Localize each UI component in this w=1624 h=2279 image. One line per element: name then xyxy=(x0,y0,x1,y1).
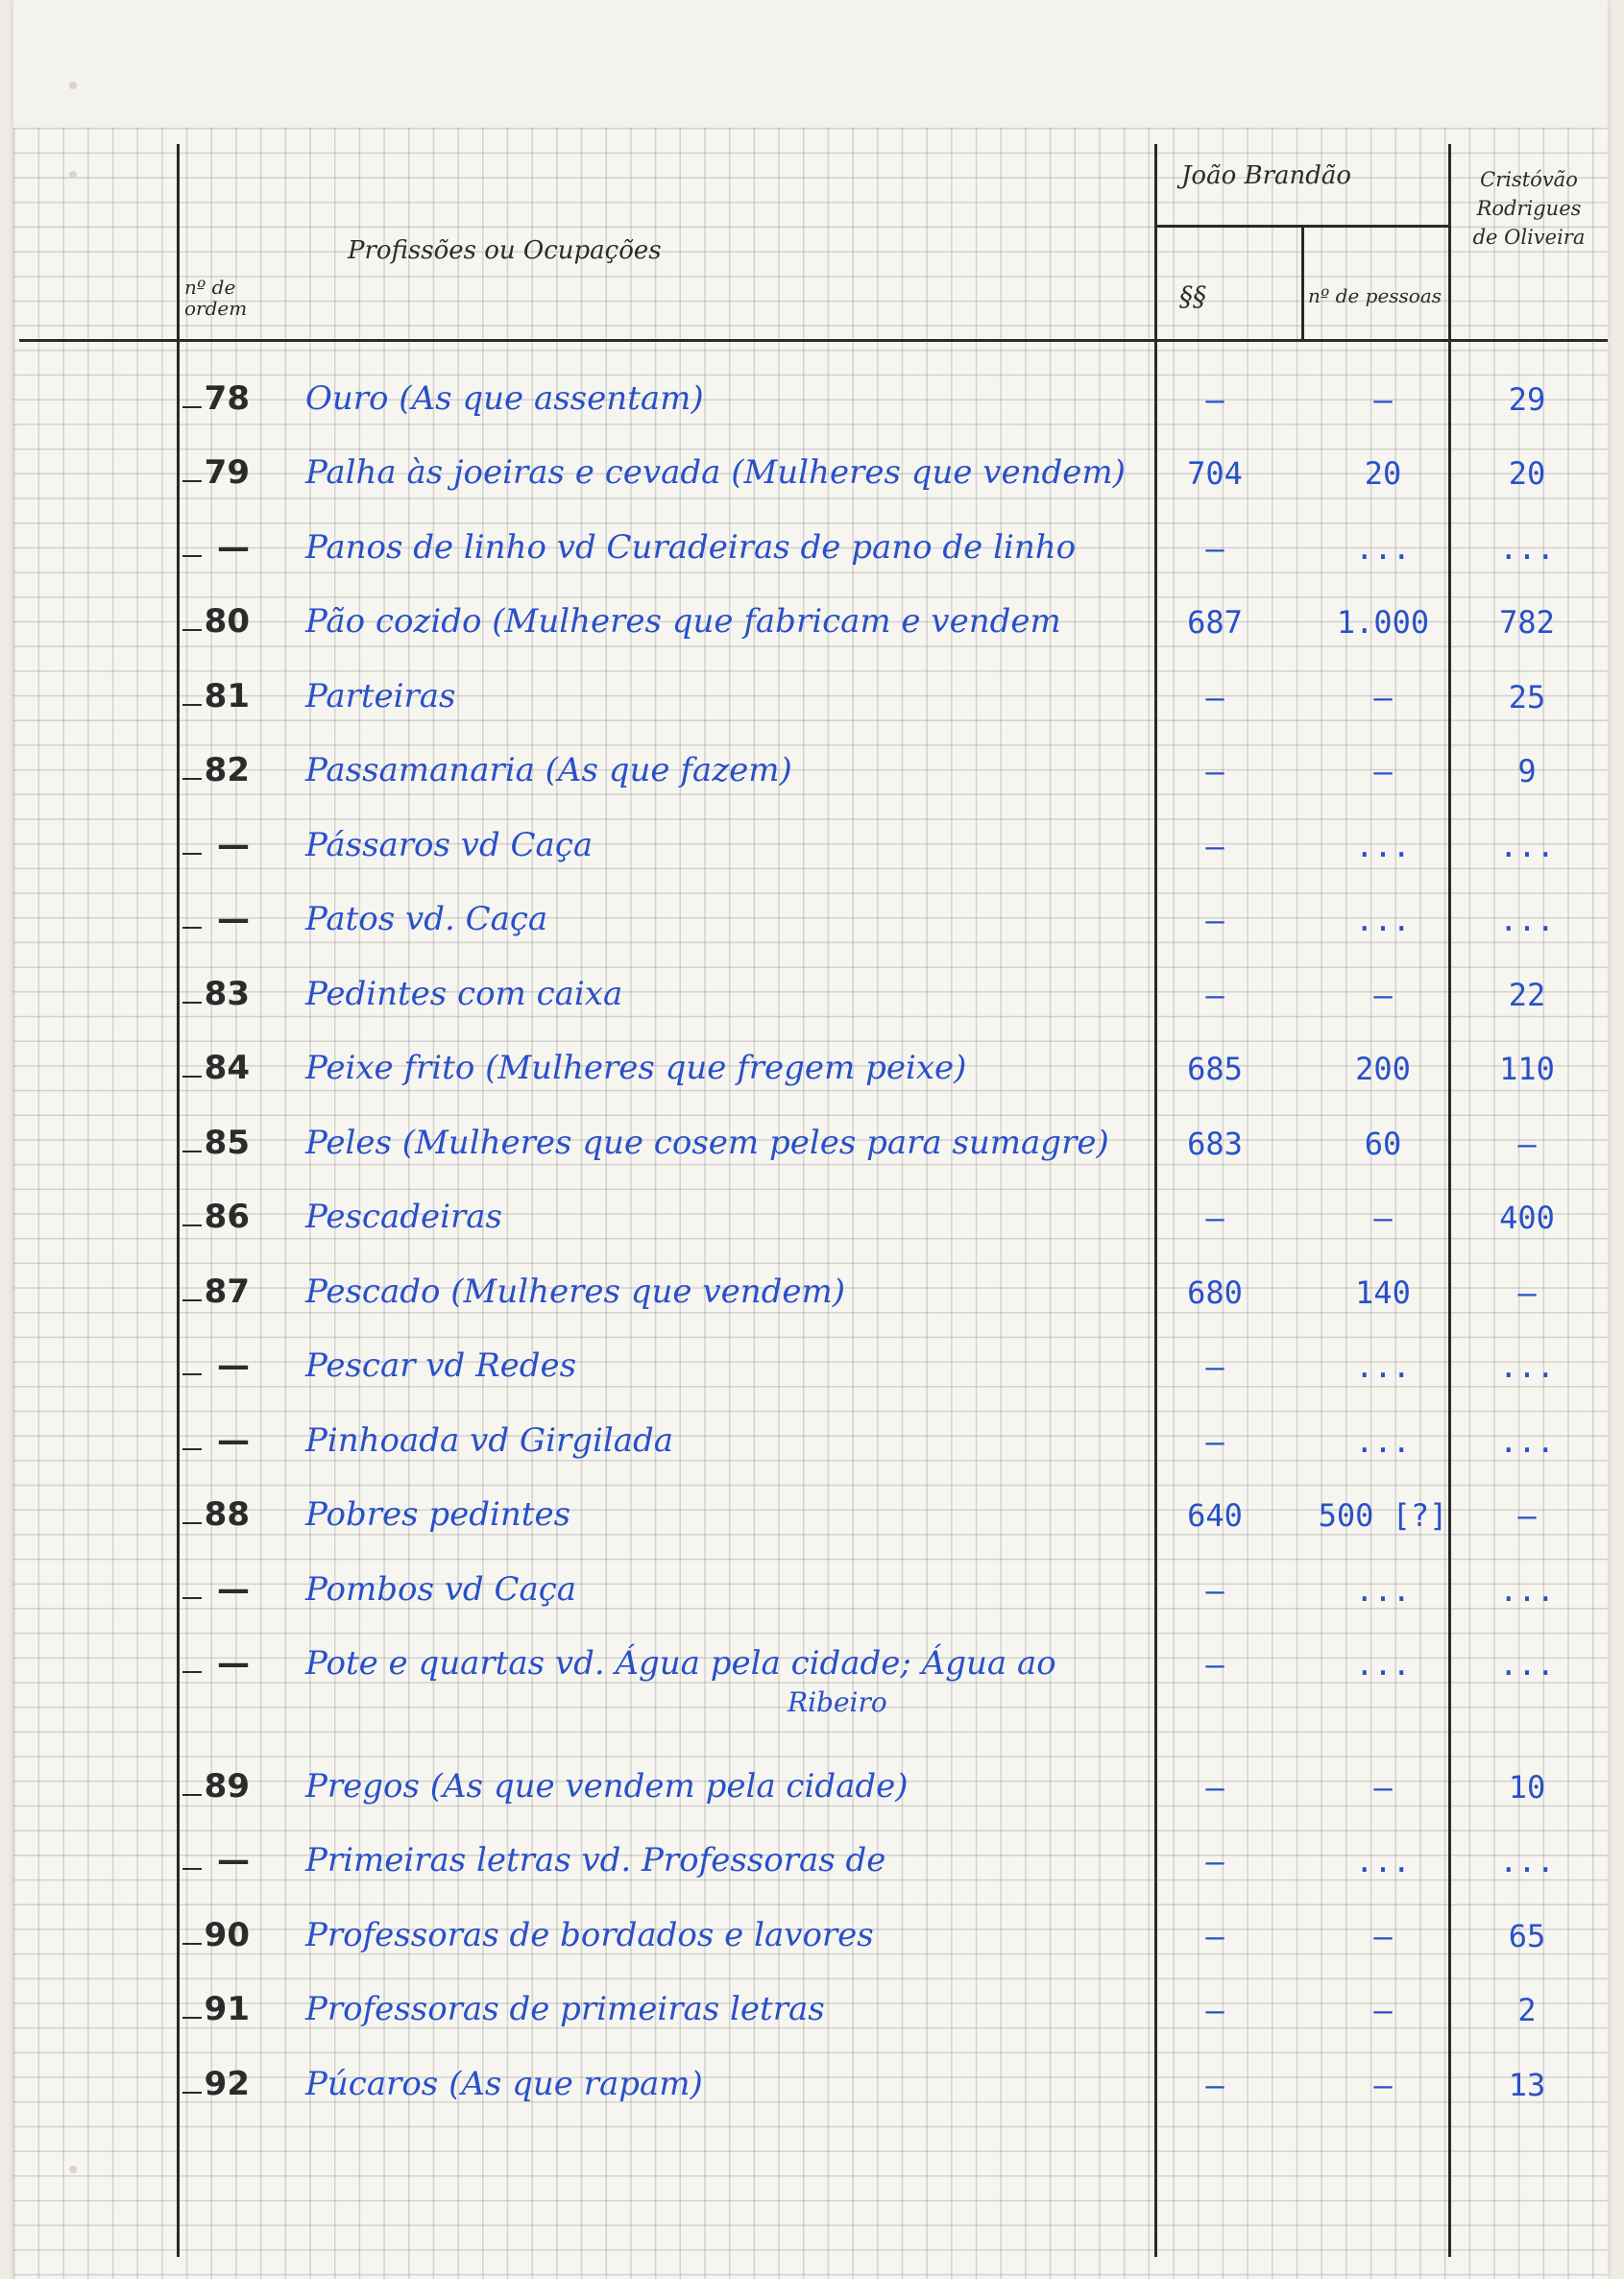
joao-people-value: ... xyxy=(1355,1348,1411,1385)
joao-sections-value: — xyxy=(1205,1572,1224,1609)
profession-description: Passamanaria (As que fazem) xyxy=(305,751,792,789)
joao-people-value: 140 xyxy=(1355,1274,1411,1311)
joao-sections-value: — xyxy=(1205,2067,1224,2103)
joao-people-value: 500 [?] xyxy=(1318,1497,1448,1534)
order-number: 78 xyxy=(204,379,250,418)
joao-people-value: 1.000 xyxy=(1336,604,1430,641)
joao-sections-value: 685 xyxy=(1187,1051,1243,1087)
profession-description: Pinhoada vd Girgilada xyxy=(305,1421,674,1460)
profession-description: Pescado (Mulheres que vendem) xyxy=(305,1273,845,1311)
joao-sections-value: — xyxy=(1205,1646,1224,1683)
joao-sections-value: — xyxy=(1205,1843,1224,1879)
cristovao-value: ... xyxy=(1499,1423,1555,1460)
joao-people-value: ... xyxy=(1355,1423,1411,1460)
joao-people-value: 20 xyxy=(1364,455,1402,492)
joao-subcolumn-line xyxy=(1301,227,1304,342)
joao-sections-value: — xyxy=(1205,828,1224,864)
joao-people-value: — xyxy=(1373,977,1393,1013)
order-number: — xyxy=(217,1841,250,1879)
joao-people-value: ... xyxy=(1355,1646,1411,1683)
profession-description-continued: Ribeiro xyxy=(788,1686,887,1718)
joao-sections-value: — xyxy=(1205,530,1224,567)
joao-people-value: ... xyxy=(1355,902,1411,938)
profession-description: Primeiras letras vd. Professoras de xyxy=(305,1841,886,1879)
profession-description: Pescadeiras xyxy=(305,1198,502,1236)
cristovao-value: 782 xyxy=(1499,604,1555,641)
cristovao-value: ... xyxy=(1499,828,1555,864)
paper-top-margin xyxy=(13,0,1608,128)
joao-sections-value: — xyxy=(1205,381,1224,418)
cristovao-value: 22 xyxy=(1508,977,1546,1013)
profession-description: Pássaros vd Caça xyxy=(305,826,594,864)
joao-sections-value: 680 xyxy=(1187,1274,1243,1311)
joao-people-value: 60 xyxy=(1364,1126,1402,1162)
joao-sections-value: — xyxy=(1205,1348,1224,1385)
joao-sections-value: — xyxy=(1205,1423,1224,1460)
joao-people-value: ... xyxy=(1355,1572,1411,1609)
cristovao-value: 10 xyxy=(1508,1769,1546,1806)
order-number: 83 xyxy=(204,975,250,1013)
joao-people-value: 200 xyxy=(1355,1051,1411,1087)
order-number: 82 xyxy=(204,751,250,789)
profession-description: Pote e quartas vd. Água pela cidade; Água ao xyxy=(305,1644,1056,1683)
profession-description: Pobres pedintes xyxy=(305,1495,571,1534)
profession-description: Peixe frito (Mulheres que fregem peixe) xyxy=(305,1049,967,1087)
order-number: — xyxy=(217,1644,250,1683)
header-order-label: nº de ordem xyxy=(184,276,248,320)
profession-description: Professoras de primeiras letras xyxy=(305,1990,825,2028)
joao-sections-value: — xyxy=(1205,1200,1224,1236)
order-number: — xyxy=(217,826,250,864)
punch-hole xyxy=(69,171,77,179)
cristovao-value: ... xyxy=(1499,902,1555,938)
order-number: 79 xyxy=(204,453,250,492)
order-number: 91 xyxy=(204,1990,250,2028)
order-number: 86 xyxy=(204,1198,250,1236)
profession-description: Púcaros (As que rapam) xyxy=(305,2065,703,2103)
joao-sections-value: 640 xyxy=(1187,1497,1243,1534)
cristovao-value: 13 xyxy=(1508,2067,1546,2103)
order-number: — xyxy=(217,900,250,938)
cristovao-value: ... xyxy=(1499,1843,1555,1879)
cristovao-value: 9 xyxy=(1517,753,1537,789)
joao-sections-value: — xyxy=(1205,1918,1224,1954)
order-number: 88 xyxy=(204,1495,250,1534)
cristovao-value: 29 xyxy=(1508,381,1546,418)
header-cristovao: Cristóvão Rodrigues de Oliveira xyxy=(1472,168,1586,249)
profession-description: Parteiras xyxy=(305,677,456,715)
cristovao-value: — xyxy=(1517,1274,1537,1311)
order-number: 85 xyxy=(204,1124,250,1162)
joao-header-divider xyxy=(1154,225,1448,228)
profession-description: Ouro (As que assentam) xyxy=(305,379,704,418)
cristovao-value: 400 xyxy=(1499,1200,1555,1236)
profession-description: Palha às joeiras e cevada (Mulheres que vendem) xyxy=(305,453,1126,492)
order-number: — xyxy=(217,528,250,567)
cristovao-value: ... xyxy=(1499,1348,1555,1385)
cristovao-value: 65 xyxy=(1508,1918,1546,1954)
cristovao-value: ... xyxy=(1499,530,1555,567)
cristovao-value: 110 xyxy=(1499,1051,1555,1087)
punch-hole xyxy=(69,82,77,89)
profession-description: Patos vd. Caça xyxy=(305,900,548,938)
profession-description: Peles (Mulheres que cosem peles para sumagre) xyxy=(305,1124,1109,1162)
punch-hole xyxy=(69,2166,77,2173)
joao-people-value: — xyxy=(1373,1918,1393,1954)
order-number: 90 xyxy=(204,1916,250,1954)
order-number: 89 xyxy=(204,1767,250,1806)
profession-description: Pregos (As que vendem pela cidade) xyxy=(305,1767,909,1806)
joao-column-line xyxy=(1154,144,1157,2257)
order-number: 87 xyxy=(204,1273,250,1311)
profession-description: Pedintes com caixa xyxy=(305,975,623,1013)
joao-people-value: — xyxy=(1373,1200,1393,1236)
joao-people-value: ... xyxy=(1355,828,1411,864)
cristovao-value: 20 xyxy=(1508,455,1546,492)
joao-people-value: ... xyxy=(1355,1843,1411,1879)
header-joao-sections: §§ xyxy=(1179,280,1206,312)
order-number: 81 xyxy=(204,677,250,715)
order-number: — xyxy=(217,1346,250,1385)
joao-people-value: — xyxy=(1373,753,1393,789)
order-number: 80 xyxy=(204,602,250,641)
profession-description: Panos de linho vd Curadeiras de pano de linho xyxy=(305,528,1077,567)
joao-sections-value: — xyxy=(1205,753,1224,789)
cristovao-value: 25 xyxy=(1508,679,1546,715)
cristovao-value: — xyxy=(1517,1497,1537,1534)
order-number: 92 xyxy=(204,2065,250,2103)
header-joao-brandao: João Brandão xyxy=(1181,161,1352,190)
order-number: — xyxy=(217,1570,250,1609)
profession-description: Pescar vd Redes xyxy=(305,1346,577,1385)
order-number: — xyxy=(217,1421,250,1460)
joao-sections-value: 687 xyxy=(1187,604,1243,641)
joao-sections-value: 704 xyxy=(1187,455,1243,492)
joao-people-value: — xyxy=(1373,679,1393,715)
joao-sections-value: — xyxy=(1205,679,1224,715)
header-joao-people: nº de pessoas xyxy=(1308,284,1442,307)
profession-description: Pombos vd Caça xyxy=(305,1570,577,1609)
joao-people-value: — xyxy=(1373,1769,1393,1806)
header-bottom-rule xyxy=(19,339,1608,342)
joao-sections-value: — xyxy=(1205,1992,1224,2028)
order-number: 84 xyxy=(204,1049,250,1087)
joao-sections-value: — xyxy=(1205,902,1224,938)
joao-sections-value: — xyxy=(1205,1769,1224,1806)
joao-people-value: — xyxy=(1373,1992,1393,2028)
cristovao-value: — xyxy=(1517,1126,1537,1162)
joao-people-value: — xyxy=(1373,2067,1393,2103)
profession-description: Professoras de bordados e lavores xyxy=(305,1916,874,1954)
cristovao-value: ... xyxy=(1499,1572,1555,1609)
joao-sections-value: — xyxy=(1205,977,1224,1013)
cristovao-value: 2 xyxy=(1517,1992,1537,2028)
cristovao-value: ... xyxy=(1499,1646,1555,1683)
profession-description: Pão cozido (Mulheres que fabricam e vendem xyxy=(305,602,1061,641)
joao-people-value: — xyxy=(1373,381,1393,418)
joao-sections-value: 683 xyxy=(1187,1126,1243,1162)
joao-people-value: ... xyxy=(1355,530,1411,567)
header-profession-label: Profissões ou Ocupações xyxy=(348,236,662,265)
